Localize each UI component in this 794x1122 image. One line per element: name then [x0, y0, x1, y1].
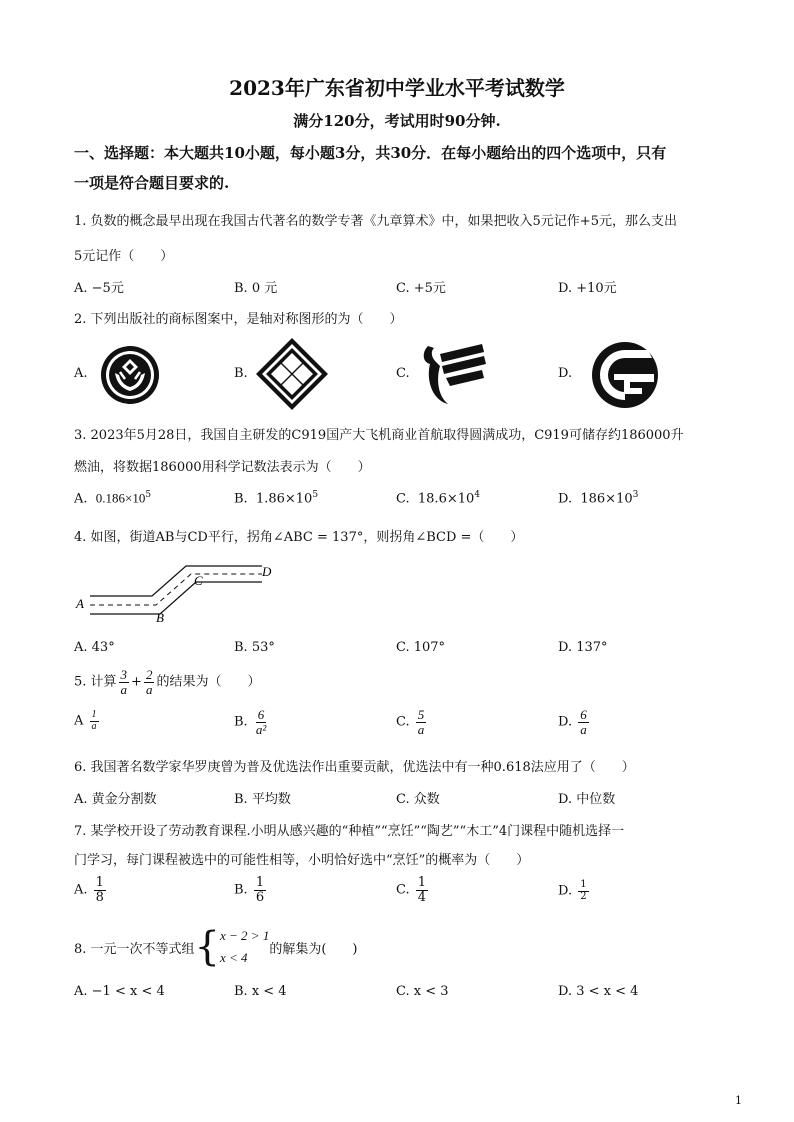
q8-option-b: B. x < 4 [234, 984, 287, 999]
page-title: 2023年广东省初中学业水平考试数学 [229, 76, 565, 100]
q5-option-a: A $\frac{1}{a}$ [74, 709, 97, 732]
publisher-logo-a [100, 345, 160, 405]
q7-option-c: C. $\frac{1}{4}$ [396, 875, 427, 905]
q3-option-b: B. $1.86\times 10^5$ [234, 490, 319, 507]
q7-option-a: A. $\frac{1}{8}$ [74, 875, 104, 905]
publisher-logo-d [590, 340, 660, 410]
q4-option-c: C. 107° [396, 640, 446, 655]
label-b: B [156, 610, 164, 625]
q2-option-d: D. [558, 366, 573, 381]
q7-option-b: B. $\frac{1}{6}$ [234, 875, 265, 905]
q2-stem: 2. 下列出版社的商标图案中，是轴对称图形的为（ ） [74, 312, 403, 327]
q3-option-c: C. $18.6\times 10^4$ [396, 490, 481, 507]
q1-option-d: D. +10元 [558, 281, 617, 296]
q2-option-a: A. [74, 366, 88, 381]
q8-option-a: A. −1 < x < 4 [74, 984, 165, 999]
publisher-logo-b [254, 336, 330, 412]
publisher-logo-c [418, 340, 488, 410]
q6-option-d: D. 中位数 [558, 792, 616, 807]
q5-option-d: D. $\frac{6}{a}$ [558, 707, 587, 737]
q8-stem: 8. 一元一次不等式组 { x − 2 > 1 x < 4 的解集为( ) [74, 924, 358, 970]
q1-option-c: C. +5元 [396, 281, 446, 296]
q1-stem-line2: 5元记作（ ） [74, 249, 174, 264]
q4-option-d: D. 137° [558, 640, 608, 655]
q4-option-b: B. 53° [234, 640, 275, 655]
q4-stem: 4. 如图，街道AB与CD平行，拐角∠ABC = 137°，则拐角∠BCD =（ ） [74, 530, 524, 545]
q3-option-a: A. $0.186\times 10^5$ [74, 490, 152, 507]
q6-option-b: B. 平均数 [234, 792, 291, 807]
q1-option-a: A. −5元 [74, 281, 124, 296]
system-brace: { [194, 924, 220, 970]
q2-option-c: C. [396, 366, 410, 381]
q7-stem-line2: 门学习，每门课程被选中的可能性相等，小明恰好选中“烹饪”的概率为（ ） [74, 853, 530, 868]
street-diagram [74, 554, 284, 626]
q5-option-c: C. $\frac{5}{a}$ [396, 707, 425, 737]
q2-option-b: B. [234, 366, 248, 381]
q3-stem-line1: 3. 2023年5月28日，我国自主研发的C919国产大飞机商业首航取得圆满成功，C919可储存约186000升 [74, 428, 684, 443]
q3-stem-line2: 燃油，将数据186000用科学记数法表示为（ ） [74, 460, 371, 475]
q1-option-b: B. 0 元 [234, 281, 278, 296]
q1-stem-line1: 1. 负数的概念最早出现在我国古代著名的数学专著《九章算术》中，如果把收入5元记作+5元，那么支出 [74, 214, 677, 229]
q7-stem-line1: 7. 某学校开设了劳动教育课程.小明从感兴趣的“种植”“烹饪”“陶艺”“木工”4门课程中随机选择一 [74, 824, 625, 839]
q8-option-c: C. x < 3 [396, 984, 449, 999]
q4-option-a: A. 43° [74, 640, 115, 655]
q5-stem: 5. 计算 $\frac{3}{a}$ + $\frac{2}{a}$ 的结果为（ ） [74, 667, 261, 697]
label-d: D [262, 564, 272, 579]
q8-option-d: D. 3 < x < 4 [558, 984, 639, 999]
q6-option-c: C. 众数 [396, 792, 440, 807]
q3-option-d: D. $186\times 10^3$ [558, 490, 639, 507]
q5-option-b: B. $\frac{6}{\text{a²}}$ [234, 707, 267, 737]
section-heading-line1: 一、选择题：本大题共10小题，每小题3分，共30分．在每小题给出的四个选项中，只有 [74, 144, 667, 162]
page-subtitle: 满分120分，考试用时90分钟. [293, 112, 501, 130]
section-heading-line2: 一项是符合题目要求的. [74, 174, 230, 192]
label-c: C [194, 573, 203, 588]
page-number: 1 [735, 1094, 742, 1107]
inequality-1: x − 2 > 1 [220, 928, 270, 943]
q7-option-d: D. $\frac{1}{2}$ [558, 879, 587, 902]
q6-stem: 6. 我国著名数学家华罗庚曾为普及优选法作出重要贡献，优选法中有一种0.618法应用了（ ） [74, 760, 635, 775]
label-a: A [76, 596, 84, 611]
q6-option-a: A. 黄金分割数 [74, 792, 157, 807]
inequality-2: x < 4 [220, 950, 248, 965]
